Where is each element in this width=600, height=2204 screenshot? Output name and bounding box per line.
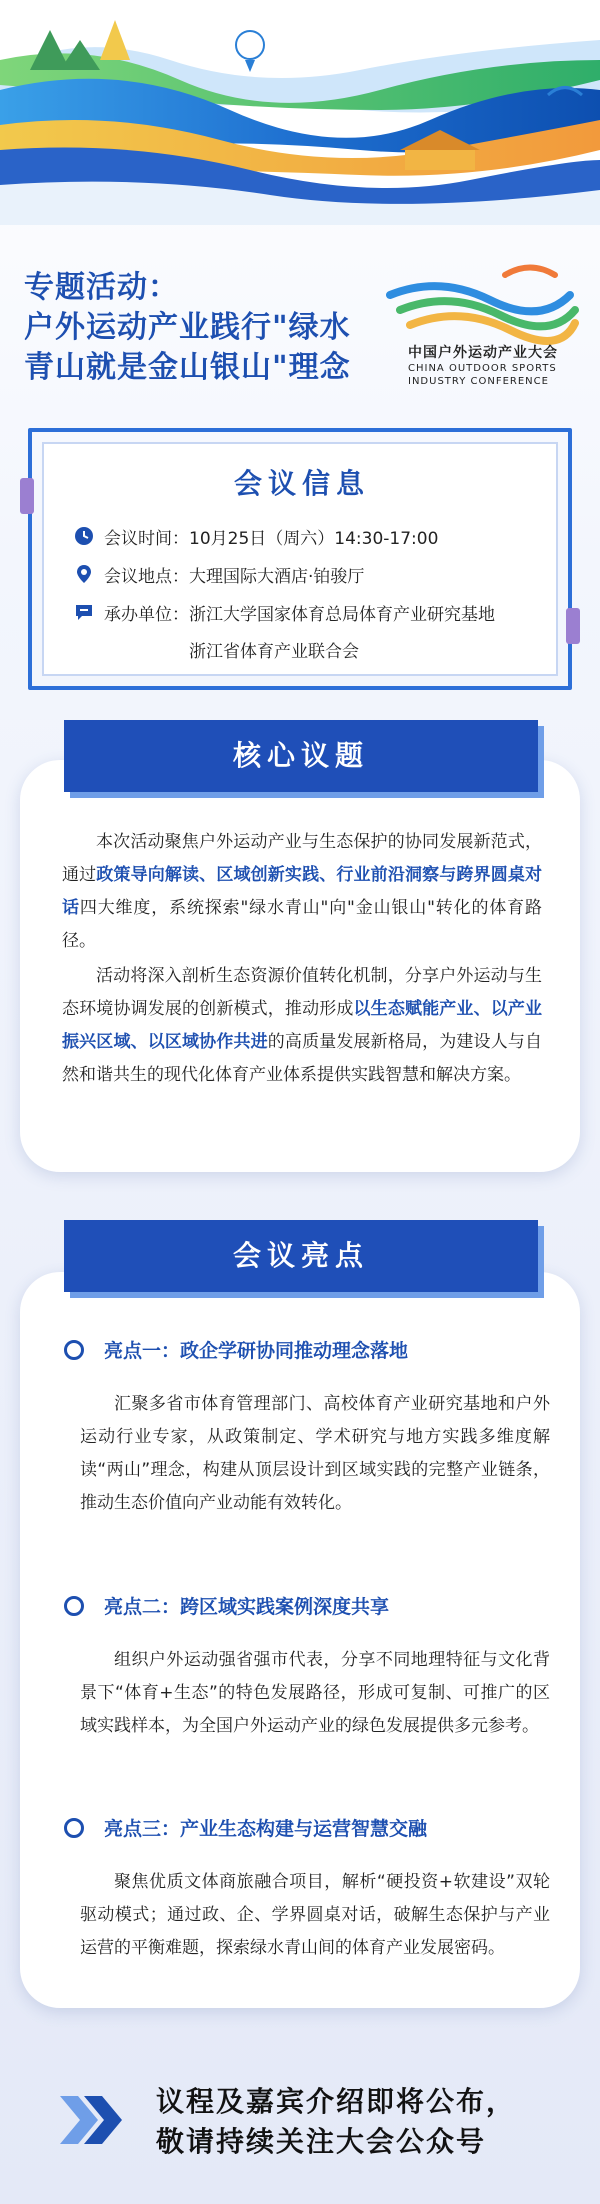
logo-english-line-1: CHINA OUTDOOR SPORTS — [408, 363, 557, 374]
footer-line-2: 敬请持续关注大会公众号 — [156, 2125, 487, 2158]
highlight-2-title-row — [64, 1592, 389, 1619]
circle-bullet-icon — [64, 1340, 84, 1360]
core-topic-paragraph-1 — [62, 826, 542, 958]
core-p2-highlight: 以生态赋能产业、以产业振兴区域、以区域协作共进 — [62, 999, 543, 1052]
meeting-info-panel — [42, 442, 558, 676]
highlight-3-title-row — [64, 1814, 427, 1841]
meeting-venue-row — [74, 562, 364, 587]
highlights-card — [20, 1272, 580, 2008]
decorative-tab-right — [566, 608, 580, 644]
highlight-1-title: 亮点一：政企学研协同推动理念落地 — [104, 1340, 409, 1362]
meeting-organizer-label: 承办单位： — [104, 605, 189, 625]
footer-notice — [156, 2082, 516, 2162]
meeting-info-title: 会议信息 — [233, 467, 370, 500]
core-p1-text-a: 本次活动聚焦户外运动产业与生态保护的协同发展新范式，通过 — [62, 832, 542, 885]
double-chevron-right-icon — [60, 2096, 124, 2144]
core-p2-text-a: 活动将深入剖析生态资源价值转化机制，分享户外运动与生态环境协调发展的创新模式，推动形成 — [62, 966, 542, 1019]
core-topic-card — [20, 760, 580, 1172]
core-topic-header — [64, 720, 538, 792]
chat-bubble-icon — [74, 602, 94, 622]
meeting-organizer-2: 浙江省体育产业联合会 — [189, 642, 359, 662]
highlights-header — [64, 1220, 538, 1292]
highlights-title: 会议亮点 — [232, 1239, 369, 1272]
meeting-organizer-1: 浙江大学国家体育总局体育产业研究基地 — [189, 605, 495, 625]
logo-english-name — [408, 362, 557, 388]
highlight-1-text: 汇聚多省市体育管理部门、高校体育产业研究基地和户外运动行业专家，从政策制定、学术研究与地方实践多维度解读“两山”理念，构建从顶层设计到区域实践的完整产业链条，推动生态价值向产业动能有效转化。 — [80, 1394, 550, 1513]
decorative-tab-left — [20, 478, 34, 514]
highlight-2-text: 组织户外运动强省强市代表，分享不同地理特征与文化背景下“体育+生态”的特色发展路径，形成可复制、可推广的区域实践样本，为全国户外运动产业的绿色发展提供多元参考。 — [80, 1650, 550, 1736]
highlight-1-title-row — [64, 1336, 408, 1363]
header-banner-illustration — [0, 0, 600, 225]
meeting-time-label: 会议时间： — [104, 529, 189, 549]
meeting-time-row — [74, 524, 438, 549]
event-title — [24, 268, 384, 388]
meeting-organizer-row — [74, 600, 495, 662]
meeting-organizer-values — [189, 600, 495, 662]
highlight-3-text: 聚焦优质文体商旅融合项目，解析“硬投资+软建设”双轮驱动模式；通过政、企、学界圆桌对话，破解生态保护与产业运营的平衡难题，探索绿水青山间的体育产业发展密码。 — [80, 1872, 550, 1958]
core-topic-title: 核心议题 — [232, 739, 369, 772]
core-p2-text-c: 的高质量发展新格局，为建设人与自然和谐共生的现代化体育产业体系提供实践智慧和解决方案。 — [62, 1032, 543, 1085]
meeting-venue-label: 会议地点： — [104, 567, 189, 587]
core-topic-paragraph-2 — [62, 960, 542, 1092]
meeting-info-box — [28, 428, 572, 690]
circle-bullet-icon — [64, 1596, 84, 1616]
circle-bullet-icon — [64, 1818, 84, 1838]
core-p1-highlight: 政策导向解读、区域创新实践、行业前沿洞察与跨界圆桌对话 — [62, 865, 542, 918]
highlight-2-title: 亮点二：跨区域实践案例深度共享 — [104, 1596, 390, 1618]
highlight-3-title: 亮点三：产业生态构建与运营智慧交融 — [104, 1818, 428, 1840]
location-pin-icon — [74, 564, 94, 584]
footer-line-1: 议程及嘉宾介绍即将公布， — [156, 2085, 517, 2118]
title-line-1: 专题活动： — [24, 270, 179, 305]
title-line-2: 户外运动产业践行"绿水 — [24, 310, 351, 345]
meeting-time-value: 10月25日（周六）14:30-17:00 — [189, 529, 439, 549]
logo-english-line-2: INDUSTRY CONFERENCE — [408, 376, 549, 387]
title-line-3: 青山就是金山银山"理念 — [24, 350, 351, 385]
logo-chinese-name: 中国户外运动产业大会 — [408, 345, 558, 361]
core-p1-text-c: 四大维度，系统探索"绿水青山"向"金山银山"转化的体育路径。 — [62, 898, 543, 951]
meeting-venue-value: 大理国际大酒店·铂骏厅 — [189, 567, 365, 587]
clock-icon — [74, 526, 94, 546]
